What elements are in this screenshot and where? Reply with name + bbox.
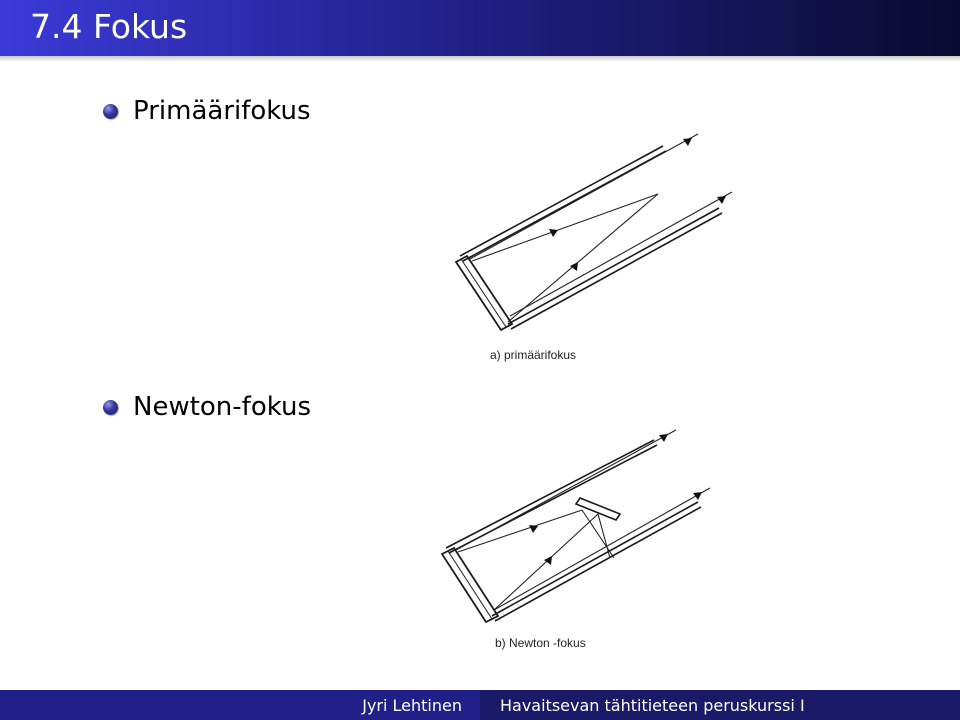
figure-caption-primary: a) primäärifokus [490, 348, 577, 362]
incoming-ray-upper [470, 134, 698, 259]
footer [0, 690, 960, 720]
reflected-ray-lower [508, 194, 658, 322]
figure-caption-newton: b) Newton -fokus [495, 636, 586, 650]
tube-wall-lower-inner [495, 507, 701, 621]
secondary-mirror [576, 498, 620, 520]
tube-wall-upper [460, 146, 663, 256]
tube-wall-lower-inner [511, 213, 722, 329]
bullet-ball-icon [103, 104, 118, 119]
title-bar [0, 0, 960, 56]
primary-mirror-face [461, 259, 506, 327]
tube-wall-upper-inner [463, 151, 666, 261]
bullet-item-newton-focus [103, 392, 311, 422]
bullet-ball-icon [103, 400, 118, 415]
figure-newton-focus [430, 420, 750, 640]
tube-wall-lower [492, 502, 698, 616]
tube-wall-upper [446, 440, 654, 548]
figure-primary-focus [430, 126, 750, 366]
bullet-item-primary-focus [103, 96, 311, 126]
reflected-ray-lower [494, 514, 598, 610]
bullet-text: Newton-fokus [133, 392, 312, 422]
reflected-ray-upper [472, 194, 658, 261]
ray-arrow-4 [570, 262, 578, 271]
ray-arrow-4 [544, 556, 552, 565]
newton-focus-diagram [430, 420, 750, 640]
slide-title: 7.4 Fokus [30, 7, 188, 46]
footer-author: Jyri Lehtinen [0, 690, 480, 720]
ray-arrow-2 [693, 492, 702, 500]
tube-wall-lower [508, 208, 719, 324]
footer-course-title: Havaitsevan tähtitieteen peruskurssi I [480, 690, 960, 720]
bullet-text: Primäärifokus [133, 96, 311, 126]
primary-mirror-face [448, 551, 492, 619]
ray-arrow-3 [529, 525, 538, 533]
primary-focus-diagram [430, 126, 750, 366]
